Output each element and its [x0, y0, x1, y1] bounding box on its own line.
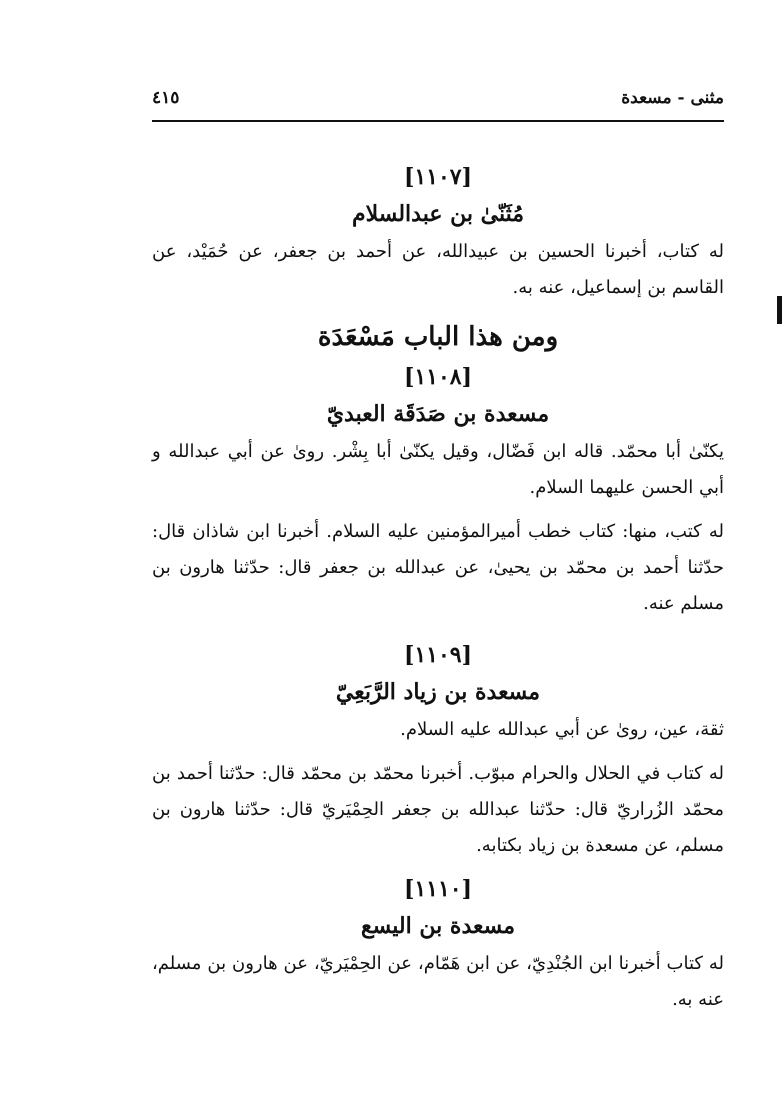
- entry-name: مُثَنّىٰ بن عبدالسلام: [351, 201, 525, 227]
- running-header: [152, 88, 724, 112]
- section-heading: ومن هذا الباب مَسْعَدَة: [317, 322, 559, 352]
- entry-paragraph: له كتب، منها: كتاب خطب أميرالمؤمنين عليه السلام. أخبرنا ابن شاذان قال: حدّثنا أحمد بن محمّد بن يحيىٰ، عن عبدالله بن جعفر قال: حدّثنا هارون بن مسلم عنه.: [152, 521, 724, 614]
- margin-thumb-mark: [777, 296, 782, 324]
- entry-paragraph: له كتاب في الحلال والحرام مبوّب. أخبرنا محمّد بن محمّد قال: حدّثنا أحمد بن محمّد الزُراريّ قال: حدّثنا عبدالله بن جعفر الحِمْيَريّ قال: حدّثنا هارون بن مسلم، عن مسعدة بن زياد بكتابه.: [152, 763, 724, 856]
- entry-number: [١١١٠]: [403, 876, 473, 902]
- header-rule: [152, 120, 724, 122]
- page-number: ٤١٥: [152, 88, 180, 108]
- entry-name: مسعدة بن زياد الرَّبَعِيّ: [335, 679, 541, 705]
- page-body: [152, 160, 724, 1026]
- entry-paragraph: ثقة، عين، روىٰ عن أبي عبدالله عليه السلام.: [400, 719, 724, 740]
- entry-number: [١١٠٨]: [403, 364, 473, 390]
- entry-name: مسعدة بن صَدَقَة العبديّ: [326, 401, 550, 427]
- running-title: مثنى - مسعدة: [621, 88, 724, 108]
- entry-number: [١١٠٧]: [403, 164, 473, 190]
- entry-number: [١١٠٩]: [403, 642, 473, 668]
- entry-paragraph: له كتاب، أخبرنا الحسين بن عبيدالله، عن أحمد بن جعفر، عن حُمَيْد، عن القاسم بن إسماعيل، عنه به.: [152, 241, 724, 298]
- entry-paragraph: له كتاب أخبرنا ابن الجُنْدِيّ، عن ابن هَمّام، عن الحِمْيَريّ، عن هارون بن مسلم، عنه به.: [152, 953, 724, 1010]
- entry-paragraph: يكنّىٰ أبا محمّد. قاله ابن فَضّال، وقيل يكنّىٰ أبا بِشْر. روىٰ عن أبي عبدالله و أبي الحسن عليهما السلام.: [152, 441, 724, 498]
- entry-name: مسعدة بن اليسع: [360, 913, 516, 939]
